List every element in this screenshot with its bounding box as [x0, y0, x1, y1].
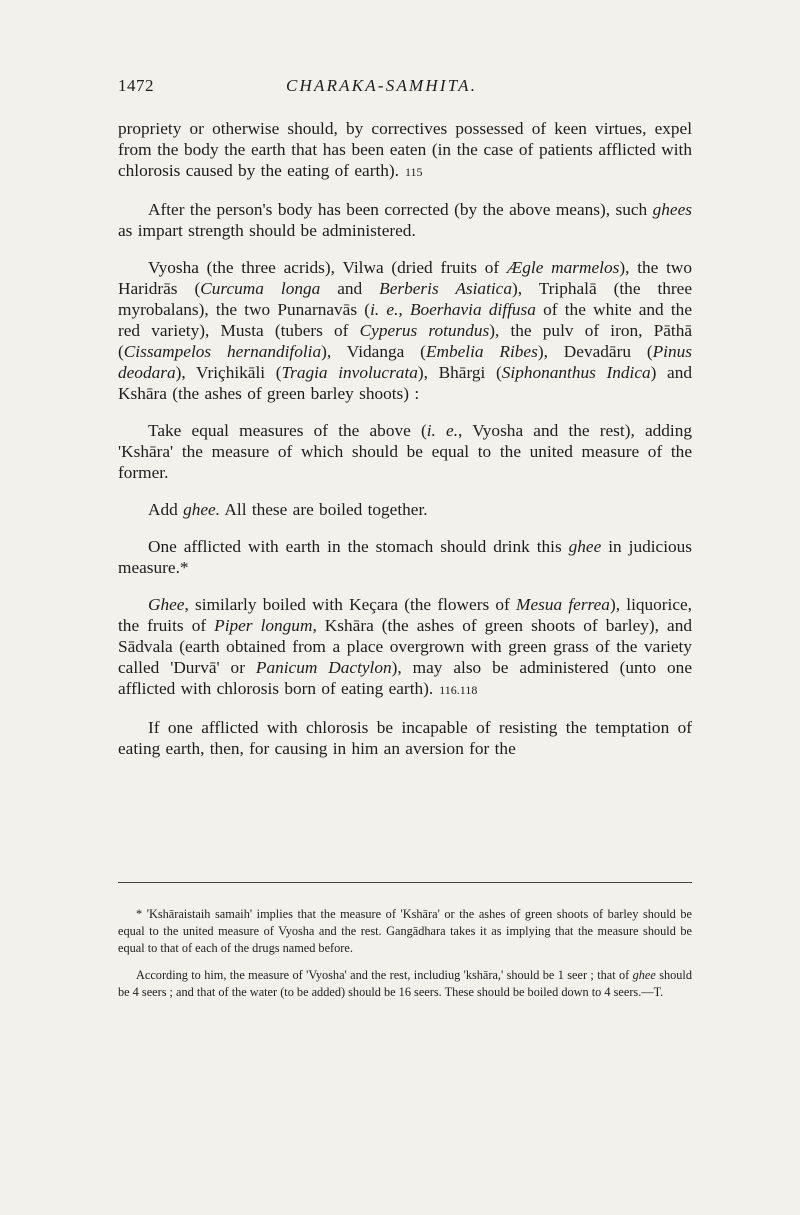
paragraph-5: Add ghee. All these are boiled together. — [148, 500, 428, 519]
paragraph-1: propriety or otherwise should, by correctives possessed of keen virtues, expel from the body the earth that has been eaten (in the case of patients afflicted with chlorosis caused by the eating of earth). 115 — [118, 119, 692, 180]
verse-number: 115 — [404, 165, 423, 179]
footnote-1: * 'Kshāraistaih samaih' implies that the measure of 'Kshāra' or the ashes of green shoots of barley should be equal to the united measure of Vyosha and the rest. Gangādhara takes it as implying that the measure should be equal to that of each of the drugs named before. — [118, 907, 692, 955]
running-title: CHARAKA-SAMHITA. — [286, 76, 478, 95]
paragraph-3: Vyosha (the three acrids), Vilwa (dried fruits of Ægle marmelos), the two Haridrās (Curcuma longa and Berberis Asiatica), Triphalā (the three myrobalans), the two Punarnavās (i. e., Boerhavia diffusa of the white and the red variety), Musta (tubers of Cyperus rotundus), the pulv of iron, Pāthā (Cissampelos hernandifolia), Vidanga (Embelia Ribes), Devadāru (Pinus deodara), Vriçhikāli (Tragia involucrata), Bhārgi (Siphonanthus Indica) and Kshāra (the ashes of green barley shoots) : — [118, 258, 693, 403]
verse-number: 116.118 — [439, 683, 478, 697]
footnote-divider — [118, 882, 692, 883]
paragraph-2: After the person's body has been corrected (by the above means), such ghees as impart strength should be administered. — [118, 200, 692, 240]
paragraph-8: If one afflicted with chlorosis be incapable of resisting the temptation of eating earth, then, for causing in him an aversion for the — [118, 718, 692, 758]
footnote-2: According to him, the measure of 'Vyosha' and the rest, includiug 'kshāra,' should be 1 seer ; that of ghee should be 4 seers ; and that of the water (to be added) should be 16 seers. These should be boiled down to 4 seers.—T. — [118, 968, 692, 999]
paragraph-6: One afflicted with earth in the stomach should drink this ghee in judicious measure.* — [118, 537, 692, 577]
paragraph-7: Ghee, similarly boiled with Keçara (the flowers of Mesua ferrea), liquorice, the fruits of Piper longum, Kshāra (the ashes of green shoots of barley), and Sādvala (earth obtained from a place overgrown with green grass of the variety called 'Durvā' or Panicum Dactylon), may also be administered (unto one afflicted with chlorosis born of eating earth). 116.118 — [118, 595, 693, 698]
page-number: 1472 — [118, 76, 154, 95]
paragraph-4: Take equal measures of the above (i. e., Vyosha and the rest), adding 'Kshāra' the measure of which should be equal to the united measure of the former. — [118, 421, 692, 482]
page-header — [118, 76, 740, 102]
footnotes — [118, 906, 692, 1011]
main-text — [118, 118, 692, 775]
